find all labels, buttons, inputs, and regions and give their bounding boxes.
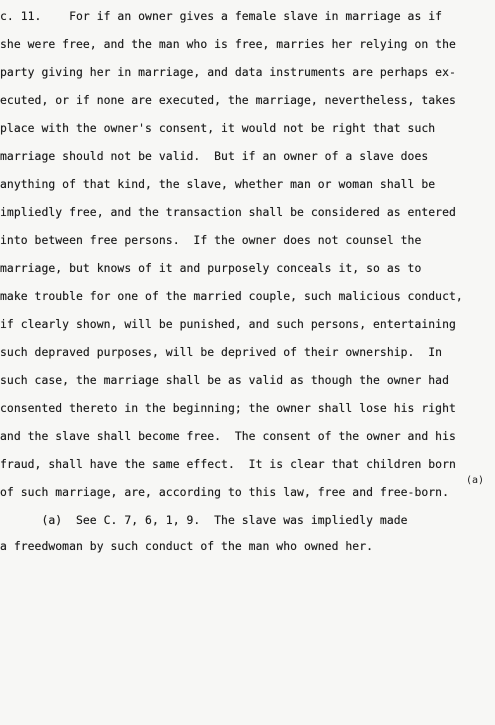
text-line: of such marriage, are, according to this law, free and free-born. xyxy=(0,485,450,499)
text-line: such depraved purposes, will be deprived of their ownership. In xyxy=(0,345,443,359)
text-line: marriage, but knows of it and purposely conceals it, so as to xyxy=(0,261,422,275)
text-line: ecuted, or if none are executed, the marriage, nevertheless, takes xyxy=(0,93,456,107)
text-line: marriage should not be valid. But if an owner of a slave does xyxy=(0,149,429,163)
text-line: c. 11. For if an owner gives a female slave in marriage as if xyxy=(0,9,443,23)
text-line: place with the owner's consent, it would not be right that such xyxy=(0,121,436,135)
text-line: impliedly free, and the transaction shall be considered as entered xyxy=(0,205,456,219)
footnote-line: (a) See C. 7, 6, 1, 9. The slave was impliedly made xyxy=(0,513,408,527)
text-line: into between free persons. If the owner does not counsel the xyxy=(0,233,422,247)
text-line: party giving her in marriage, and data instruments are perhaps ex- xyxy=(0,65,456,79)
text-line: consented thereto in the beginning; the owner shall lose his right xyxy=(0,401,456,415)
text-line: anything of that kind, the slave, whether man or woman shall be xyxy=(0,177,436,191)
text-line: fraud, shall have the same effect. It is clear that children born xyxy=(0,457,456,471)
text-line: she were free, and the man who is free, marries her relying on the xyxy=(0,37,456,51)
text-line: and the slave shall become free. The consent of the owner and his xyxy=(0,429,456,443)
text-line: such case, the marriage shall be as valid as though the owner had xyxy=(0,373,450,387)
text-line: make trouble for one of the married couple, such malicious conduct, xyxy=(0,289,463,303)
footnote-marker: (a) xyxy=(466,475,485,486)
text-line: if clearly shown, will be punished, and such persons, entertaining xyxy=(0,317,456,331)
footnote-line: a freedwoman by such conduct of the man who owned her. xyxy=(0,539,374,553)
